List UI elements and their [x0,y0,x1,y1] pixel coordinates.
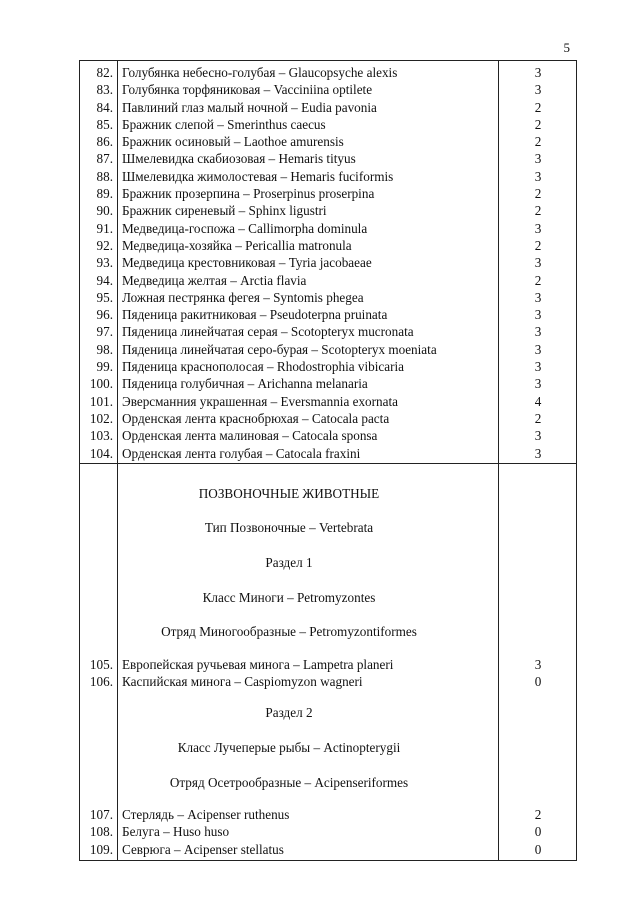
table-row [80,823,576,840]
species-name: Голубянка небесно-голубая – Glaucopsyche alexis [122,65,398,80]
row-number: 87. [96,151,113,167]
table-row [80,133,576,150]
species-name: Белуга – Huso huso [122,824,230,840]
species-name: Орденская лента краснобрюхая – Catocala pacta [122,410,390,426]
species-name: Бражник осиновый – Laothoe amurensis [122,134,344,150]
row-number: 95. [96,289,113,305]
species-name: Эверсманния украшенная – Eversmannia exornata [122,393,399,409]
table-row [80,445,576,462]
category-value: 2 [534,807,542,823]
row-number: 82. [96,65,113,80]
category-value: 2 [534,203,542,219]
row-number: 100. [89,376,113,392]
table-row [80,358,576,375]
table-row [80,306,576,323]
species-name: Шмелевидка скабиозовая – Hemaris tityus [122,151,356,167]
row-number: 86. [96,134,113,150]
category-value: 2 [534,186,542,202]
category-value: 3 [534,289,542,305]
category-value: 3 [534,376,542,392]
species-name: Ложная пестрянка фегея – Syntomis phegea [122,289,364,305]
species-name: Севрюга – Acipenser stellatus [122,841,284,857]
row-number: 106. [89,674,113,690]
section-2-heading: Раздел 2 [265,705,313,721]
species-name: Медведица крестовниковая – Tyria jacobaeae [122,255,372,271]
table-row [80,375,576,392]
table-row [80,64,576,81]
category-value: 3 [534,151,542,167]
row-number: 105. [89,656,113,672]
table-row [80,806,576,823]
row-number: 92. [96,237,113,253]
row-number: 99. [96,359,113,375]
row-number: 101. [89,393,113,409]
table-row [80,150,576,167]
species-name: Пяденица голубичная – Arichanna melanaria [122,376,368,392]
row-number: 85. [96,116,113,132]
row-number: 104. [89,445,113,461]
row-number: 108. [89,824,113,840]
category-value: 2 [534,99,542,115]
species-name: Пяденица ракитниковая – Pseudoterpna pruinata [122,307,388,323]
category-value: 3 [534,307,542,323]
table-row [80,410,576,427]
row-number: 96. [96,307,113,323]
table-row [80,116,576,133]
species-name: Медведица-хозяйка – Pericallia matronula [122,237,352,253]
category-value: 2 [534,134,542,150]
table-row [80,168,576,185]
category-value: 3 [534,168,542,184]
species-name: Европейская ручьевая минога – Lampetra planeri [122,656,394,672]
category-value: 3 [534,445,542,461]
row-number: 109. [89,841,113,857]
species-name: Павлиний глаз малый ночной – Eudia pavonia [122,99,377,115]
table-row [80,99,576,116]
table-row [80,289,576,306]
category-value: 0 [534,841,542,857]
section-1-heading: Раздел 1 [265,555,313,571]
table-row [80,81,576,98]
category-value: 3 [534,428,542,444]
sturgeon-rows [80,806,576,858]
species-name: Медведица желтая – Arctia flavia [122,272,307,288]
table-row [80,341,576,358]
category-value: 3 [534,341,542,357]
row-number: 91. [96,220,113,236]
table-row [80,272,576,289]
class-lampreys-heading: Класс Миноги – Petromyzontes [202,589,376,605]
phylum-heading: Тип Позвоночные – Vertebrata [204,520,374,536]
species-name: Пяденица линейчатая серая – Scotopteryx mucronata [122,324,414,340]
category-value: 0 [534,824,542,840]
category-value: 2 [534,272,542,288]
row-number: 97. [96,324,113,340]
species-name: Бражник слепой – Smerinthus caecus [122,116,326,132]
category-value: 3 [534,359,542,375]
row-number: 102. [89,410,113,426]
row-number: 84. [96,99,113,115]
row-number: 88. [96,168,113,184]
table-row [80,237,576,254]
page-number: 5 [563,40,570,55]
category-value: 3 [534,65,542,80]
table-row [80,202,576,219]
row-number: 83. [96,82,113,98]
vertebrates-heading: ПОЗВОНОЧНЫЕ ЖИВОТНЫЕ [198,485,380,501]
table-row [80,427,576,444]
insects-block [80,61,576,464]
category-value: 0 [534,674,542,690]
species-name: Орденская лента малиновая – Catocala sponsa [122,428,378,444]
species-name: Стерлядь – Acipenser ruthenus [122,807,290,823]
species-name: Пяденица линейчатая серо-бурая – Scotopteryx moeniata [122,341,437,357]
category-value: 4 [534,393,542,409]
row-number: 98. [96,341,113,357]
vertebrates-block [80,464,576,860]
species-table [79,60,577,861]
species-name: Шмелевидка жимолостевая – Hemaris fuciformis [122,168,394,184]
table-row [80,673,576,690]
category-value: 3 [534,220,542,236]
category-value: 3 [534,82,542,98]
category-value: 2 [534,116,542,132]
row-number: 93. [96,255,113,271]
row-number: 103. [89,428,113,444]
table-row [80,656,576,673]
table-row [80,220,576,237]
table-row [80,323,576,340]
category-value: 3 [534,324,542,340]
table-row [80,254,576,271]
species-name: Бражник сиреневый – Sphinx ligustri [122,203,327,219]
species-name: Каспийская минога – Caspiomyzon wagneri [122,674,363,690]
species-name: Пяденица краснополосая – Rhodostrophia vibicaria [122,359,405,375]
class-ray-finned-heading: Класс Лучеперые рыбы – Actinopterygii [177,739,401,755]
row-number: 89. [96,186,113,202]
species-name: Бражник прозерпина – Proserpinus proserpina [122,186,375,202]
row-number: 90. [96,203,113,219]
category-value: 3 [534,656,542,672]
row-number: 107. [89,807,113,823]
species-name: Медведица-госпожа – Callimorpha dominula [122,220,368,236]
category-value: 2 [534,410,542,426]
category-value: 3 [534,255,542,271]
species-name: Голубянка торфяниковая – Vacciniina optilete [122,82,373,98]
order-sturgeons-heading: Отряд Осетрообразные – Acipenseriformes [169,774,409,790]
species-name: Орденская лента голубая – Catocala fraxini [122,445,361,461]
table-row [80,393,576,410]
table-row [80,185,576,202]
order-lampreys-heading: Отряд Миногообразные – Petromyzontiformes [161,624,417,640]
category-value: 2 [534,237,542,253]
row-number: 94. [96,272,113,288]
table-row [80,841,576,858]
lamprey-rows [80,656,576,691]
